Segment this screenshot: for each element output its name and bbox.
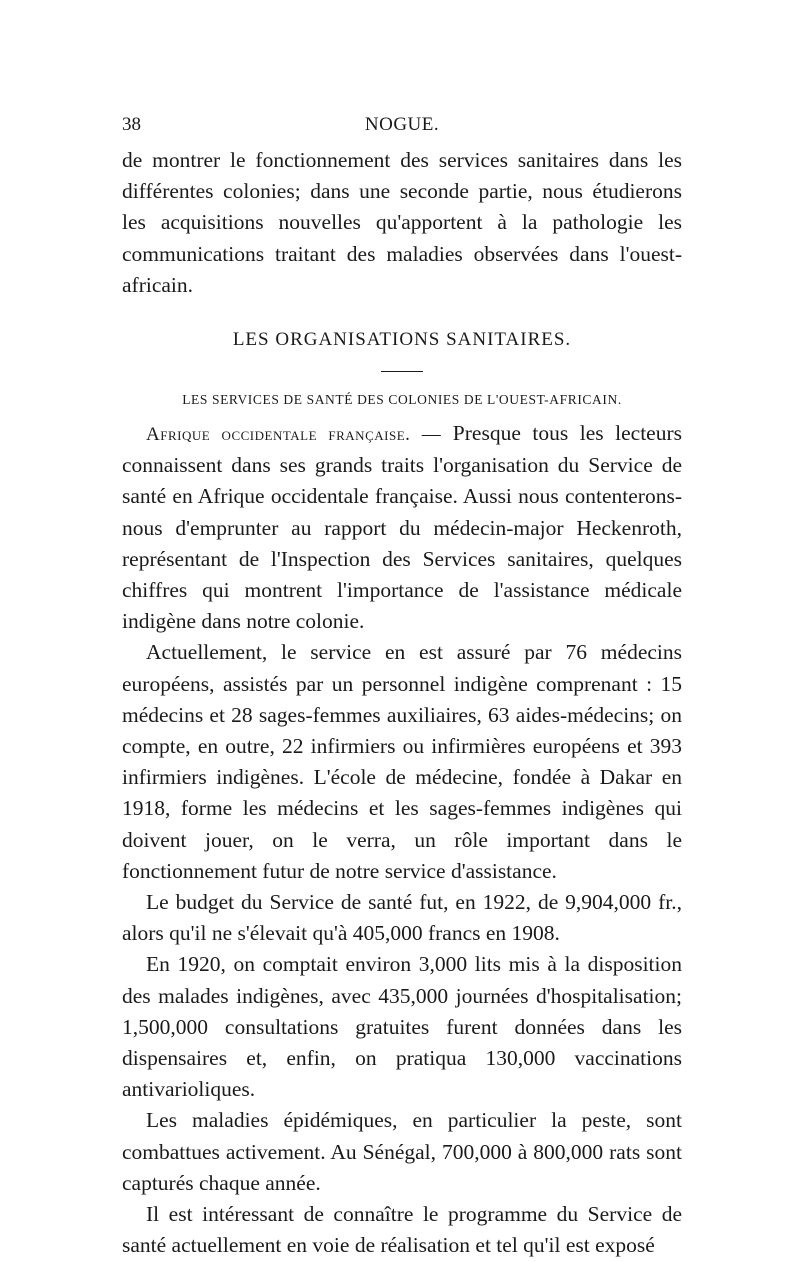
subsection-title: LES SERVICES DE SANTÉ DES COLONIES DE L'OUEST-AFRICAIN. <box>182 392 622 408</box>
paragraph: Les maladies épidémiques, en particulier la peste, sont combattues activement. Au Sénégal, 700,000 à 800,000 rats sont capturés chaque année. <box>122 1108 682 1195</box>
page-number: 38 <box>122 114 141 135</box>
intro-paragraph: de montrer le fonctionnement des services sanitaires dans les différentes colonies; dans une seconde partie, nous étudierons les acquisitions nouvelles qu'apportent à la pathologie les communications traitant des maladies observées dans l'ouest-africain. <box>122 148 682 297</box>
paragraph <box>122 418 682 637</box>
paragraph: Le budget du Service de santé fut, en 1922, de 9,904,000 fr., alors qu'il ne s'élevait qu'à 405,000 francs en 1908. <box>122 890 682 946</box>
page-header <box>122 114 682 144</box>
page-body <box>122 145 682 1262</box>
running-title: NOGUE. <box>364 114 440 135</box>
paragraph: Actuellement, le service en est assuré par 76 médecins européens, assistés par un personnel indigène comprenant : 15 médecins et 28 sages-femmes auxiliaires, 63 aides-médecins; on compte, en outre, 22 infirmiers ou infirmières européens et 393 infirmiers indigènes. L'école de médecine, fondée à Dakar en 1918, forme les médecins et les sages-femmes indigènes qui doivent jouer, on le verra, un rôle important dans le fonctionnement futur de notre service d'assistance. <box>122 640 682 883</box>
paragraph-lead: Afrique occidentale française. — <box>146 424 442 446</box>
section-title: LES ORGANISATIONS SANITAIRES. <box>232 329 572 351</box>
section-divider <box>381 371 423 372</box>
paragraph: Il est intéressant de connaître le programme du Service de santé actuellement en voie de réalisation et tel qu'il est exposé <box>122 1202 682 1258</box>
paragraph: En 1920, on comptait environ 3,000 lits mis à la disposition des malades indigènes, avec 435,000 journées d'hospitalisation; 1,500,000 consultations gratuites furent données dans les dispensaires et, enfin, on pratiqua 130,000 vaccinations antivarioliques. <box>122 952 682 1102</box>
paragraph-text: Presque tous les lecteurs connaissent dans ses grands traits l'organisation du Service de santé en Afrique occidentale française. Aussi nous contenterons-nous d'emprunter au rapport du médecin-major Heckenroth, représentant de l'Inspection des Services sanitaires, quelques chiffres qui montrent l'importance de l'assistance médicale indigène dans notre colonie. <box>122 421 682 634</box>
